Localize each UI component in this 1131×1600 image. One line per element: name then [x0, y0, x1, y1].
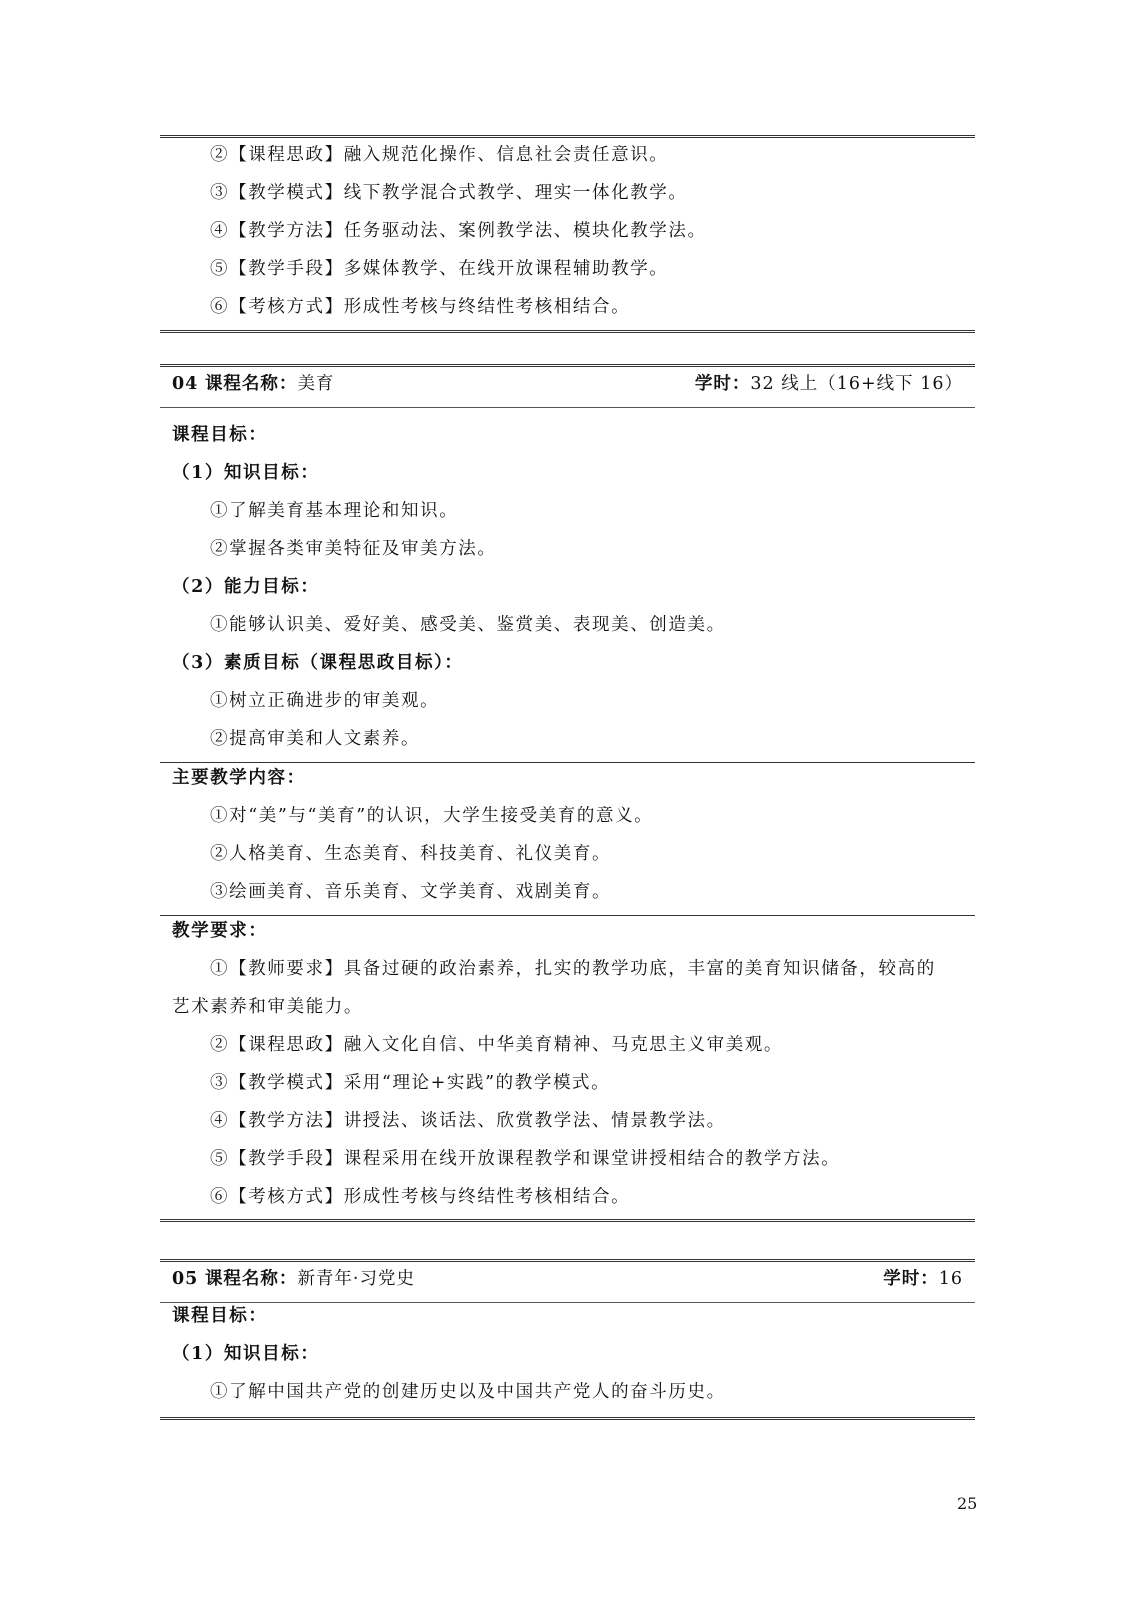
- divider: [160, 407, 975, 408]
- requirement-item: ①【教师要求】具备过硬的政治素养，扎实的教学功底，丰富的美育知识储备，较高的: [210, 959, 936, 979]
- course-code: 04: [172, 374, 199, 394]
- knowledge-item: ①了解中国共产党的创建历史以及中国共产党人的奋斗历史。: [210, 1382, 726, 1402]
- requirement-item-cont: 艺术素养和审美能力。: [172, 997, 363, 1017]
- section-divider: [160, 762, 975, 763]
- hours-label: 学时：: [694, 374, 751, 394]
- section-divider: [160, 915, 975, 916]
- ability-title: （2）能力目标：: [172, 577, 320, 597]
- course-name: 新青年·习党史: [297, 1269, 415, 1289]
- course-name-label: 课程名称：: [204, 1269, 298, 1289]
- requirement-item: ⑥【考核方式】形成性考核与终结性考核相结合。: [210, 1187, 631, 1207]
- ability-item: ①能够认识美、爱好美、感受美、鉴赏美、表现美、创造美。: [210, 615, 726, 635]
- hours-value: 16: [938, 1269, 963, 1289]
- knowledge-item: ①了解美育基本理论和知识。: [210, 501, 459, 521]
- divider: [160, 1302, 975, 1303]
- req-line: ⑤【教学手段】多媒体教学、在线开放课程辅助教学。: [210, 259, 669, 279]
- goals-title: 课程目标：: [172, 425, 268, 445]
- req-line: ⑥【考核方式】形成性考核与终结性考核相结合。: [210, 297, 631, 317]
- knowledge-title: （1）知识目标：: [172, 1344, 320, 1364]
- course-name-label: 课程名称：: [204, 374, 298, 394]
- content-item: ③绘画美育、音乐美育、文学美育、戏剧美育。: [210, 882, 612, 902]
- course-name: 美育: [297, 374, 335, 394]
- course-04-block: [160, 364, 975, 1222]
- req-line: ③【教学模式】线下教学混合式教学、理实一体化教学。: [210, 183, 688, 203]
- course-05-block: [160, 1259, 975, 1420]
- knowledge-item: ②掌握各类审美特征及审美方法。: [210, 539, 497, 559]
- requirement-item: ④【教学方法】讲授法、谈话法、欣赏教学法、情景教学法。: [210, 1111, 726, 1131]
- requirement-item: ③【教学模式】采用“理论+实践”的教学模式。: [210, 1073, 611, 1093]
- content-title: 主要教学内容：: [172, 768, 306, 788]
- quality-title: （3）素质目标（课程思政目标）：: [172, 653, 464, 673]
- knowledge-title: （1）知识目标：: [172, 463, 320, 483]
- content-item: ②人格美育、生态美育、科技美育、礼仪美育。: [210, 844, 612, 864]
- hours-value: 32 线上（16+线下 16）: [750, 374, 963, 394]
- course-code: 05: [172, 1269, 199, 1289]
- hours-label: 学时：: [883, 1269, 939, 1289]
- quality-item: ①树立正确进步的审美观。: [210, 691, 440, 711]
- content-item: ①对“美”与“美育”的认识，大学生接受美育的意义。: [210, 806, 654, 826]
- req-line: ④【教学方法】任务驱动法、案例教学法、模块化教学法。: [210, 221, 707, 241]
- requirement-item: ⑤【教学手段】课程采用在线开放课程教学和课堂讲授相结合的教学方法。: [210, 1149, 841, 1169]
- requirement-item: ②【课程思政】融入文化自信、中华美育精神、马克思主义审美观。: [210, 1035, 783, 1055]
- goals-title: 课程目标：: [172, 1306, 268, 1326]
- quality-item: ②提高审美和人文素养。: [210, 729, 421, 749]
- page-number: 25: [957, 1494, 978, 1513]
- continued-requirements-block: [160, 135, 975, 333]
- req-line: ②【课程思政】融入规范化操作、信息社会责任意识。: [210, 145, 669, 165]
- requirements-title: 教学要求：: [172, 921, 268, 941]
